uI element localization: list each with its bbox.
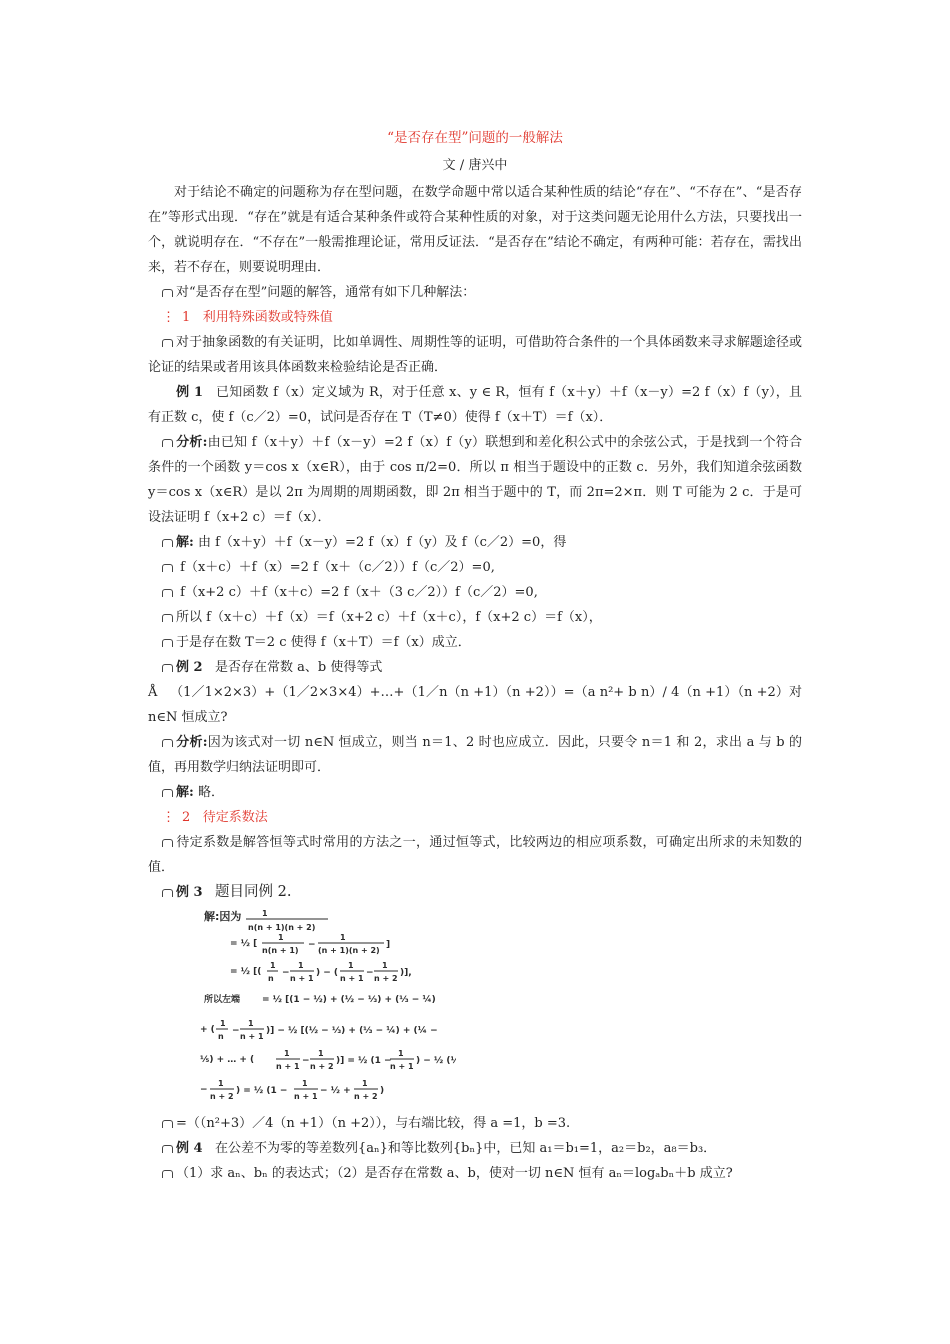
svg-text:1: 1	[302, 1079, 308, 1088]
svg-text:1: 1	[248, 1019, 254, 1028]
example1-step: 所以 f（x＋c）＋f（x）＝f（x+2 c）＋f（x＋c），f（x+2 c）＝f（x），	[148, 605, 802, 630]
example1-analysis: 分析:由已知 f（x＋y）＋f（x－y）=2 f（x）f（y）联想到和差化积公式中的余弦公式，于是找到一个符合条件的一个函数 y＝cos x（x∈R），由于 cos π/2=0．所以 π 相当于题设中的正数 c．另外，我们知道余弦函数 y＝cos x（x∈R）是以 2π 为周期的周期函数，即 2π 相当于题中的 T，而 2π=2×π．则 T 可能为 2 c．于是可设法证明 f（x+2 c）＝f（x）．	[148, 435, 802, 525]
svg-text:1: 1	[340, 933, 346, 942]
paragraph-mark-icon	[161, 561, 174, 572]
svg-text:n + 2: n + 2	[354, 1092, 378, 1101]
svg-text:1: 1	[362, 1079, 368, 1088]
svg-text:n + 1: n + 1	[390, 1062, 414, 1071]
derivation-formula-image	[200, 906, 456, 1102]
svg-text:1: 1	[262, 909, 268, 918]
svg-text:n + 1: n + 1	[294, 1092, 318, 1101]
example3-result: =（（n²+3）／4（n +1）（n +2）），与右端比较，得 a =1，b =3.	[148, 1111, 802, 1136]
svg-text:n + 2: n + 2	[310, 1062, 334, 1071]
svg-text:⅕) + … + (: ⅕) + … + (	[200, 1055, 255, 1065]
svg-text:n + 1: n + 1	[240, 1032, 264, 1041]
paragraph-mark-icon	[161, 886, 174, 897]
svg-text:1: 1	[284, 1049, 290, 1058]
svg-text:n + 1: n + 1	[290, 974, 314, 983]
example2-statement: 例 2 是否存在常数 a、b 使得等式	[148, 655, 802, 680]
example1-step: 于是存在数 T＝2 c 使得 f（x＋T）＝f（x）成立．	[148, 630, 802, 655]
svg-text:]: ]	[386, 940, 391, 950]
svg-text:−: −	[366, 968, 374, 978]
example1-step: f（x+2 c）＋f（x＋c）=2 f（x＋（3 c／2））f（c／2）=0,	[148, 580, 802, 605]
example4-statement: 例 4 在公差不为零的等差数列{aₙ}和等比数列{bₙ}中，已知 a₁＝b₁=1，a₂＝b₂，a₈＝b₃．	[148, 1136, 802, 1161]
paragraph-mark-icon	[161, 536, 174, 547]
svg-text:n + 2: n + 2	[374, 974, 398, 983]
paragraph-mark-icon	[161, 661, 174, 672]
derivation-formula-svg	[200, 906, 456, 1102]
section-heading-2: ⋮ 2 待定系数法	[162, 810, 268, 825]
svg-text:(n + 1)(n + 2): (n + 1)(n + 2)	[318, 946, 380, 955]
lead-paragraph: 对“是否存在型”问题的解答，通常有如下几种解法：	[148, 280, 802, 305]
svg-text:) − (: ) − (	[316, 968, 339, 978]
example1-statement: 例 1 已知函数 f（x）定义域为 R，对于任意 x、y ∈ R，恒有 f（x＋y）＋f（x－y）=2 f（x）f（y），且有正数 c，使 f（c／2）=0，试问是否存在 T（T≠0）使得 f（x＋T）＝f（x）．	[148, 385, 802, 425]
svg-text:1: 1	[348, 961, 354, 970]
dots-icon: ⋮	[162, 810, 176, 825]
svg-text:)] − ½ [(½ − ⅓) + (⅓ − ¼) + (¼: )] − ½ [(½ − ⅓) + (⅓ − ¼) + (¼ −	[266, 1026, 438, 1036]
paragraph-mark-icon	[161, 436, 174, 447]
svg-text:−: −	[282, 968, 290, 978]
svg-text:)] = ½ (1 −: )] = ½ (1 −	[336, 1056, 392, 1066]
svg-text:1: 1	[398, 1049, 404, 1058]
svg-text:1: 1	[218, 1079, 224, 1088]
section2-paragraph: 待定系数是解答恒等式时常用的方法之一，通过恒等式，比较两边的相应项系数，可确定出所求的未知数的值．	[148, 835, 802, 875]
formula-solution-label: 解:因为	[204, 910, 242, 923]
svg-text:1: 1	[220, 1019, 226, 1028]
paragraph-mark-icon	[161, 836, 174, 847]
example3-statement: 例 3 题目同例 2.	[148, 880, 802, 905]
svg-text:− ½ +: − ½ +	[320, 1086, 351, 1096]
svg-text:)],: )],	[400, 968, 412, 978]
author-line: 文 / 唐兴中	[442, 158, 508, 173]
svg-text:1: 1	[382, 961, 388, 970]
svg-text:+ (: + (	[200, 1025, 215, 1035]
paragraph-mark-icon	[161, 611, 174, 622]
svg-text:= ½ [(1 − ½) + (½ − ⅓) + (⅓ −: = ½ [(1 − ½) + (½ − ⅓) + (⅓ − ¼)	[262, 995, 436, 1005]
svg-text:−: −	[200, 1085, 208, 1095]
svg-text:= ½ [(: = ½ [(	[230, 967, 262, 977]
example2-formula: Å （1／1×2×3）+（1／2×3×4）+…+（1／n（n +1）（n +2））=（a n²+ b n）/ 4（n +1）（n +2）对 n∈N 恒成立?	[148, 685, 802, 725]
svg-text:n + 1: n + 1	[276, 1062, 300, 1071]
example4-question: （1）求 aₙ、bₙ 的表达式；（2）是否存在常数 a、b，使对一切 n∈N 恒有 aₙ＝logₐbₙ＋b 成立?	[148, 1161, 802, 1186]
example2-analysis: 分析:因为该式对一切 n∈N 恒成立，则当 n＝1、2 时也应成立．因此，只要令 n＝1 和 2，求出 a 与 b 的值，再用数学归纳法证明即可．	[148, 735, 802, 775]
paragraph-mark-icon	[161, 786, 174, 797]
svg-text:1: 1	[270, 961, 276, 970]
svg-text:−: −	[232, 1026, 240, 1036]
example1-solution: 解: 由 f（x＋y）＋f（x－y）=2 f（x）f（y）及 f（c／2）=0，得	[148, 530, 802, 555]
section1-paragraph: 对于抽象函数的有关证明，比如单调性、周期性等的证明，可借助符合条件的一个具体函数来寻求解题途径或论证的结果或者用该具体函数来检验结论是否正确．	[148, 335, 802, 375]
paragraph-mark-icon	[161, 286, 174, 297]
svg-text:n: n	[218, 1032, 224, 1041]
svg-text:) − ½ (½: ) − ½ (½	[416, 1056, 456, 1066]
svg-text:n + 1: n + 1	[340, 974, 364, 983]
document-title: “是否存在型”问题的一般解法	[387, 130, 563, 146]
paragraph-mark-icon	[161, 636, 174, 647]
svg-text:) = ½ (1 −: ) = ½ (1 −	[236, 1086, 288, 1096]
paragraph-mark-icon	[161, 1117, 174, 1128]
svg-text:= ½ [: = ½ [	[230, 939, 258, 949]
example2-solution: 解: 略．	[148, 780, 802, 805]
paragraph-mark-icon	[161, 736, 174, 747]
paragraph-mark-icon	[161, 336, 174, 347]
example1-step: f（x＋c）＋f（x）=2 f（x＋（c／2））f（c／2）=0,	[148, 555, 802, 580]
paragraph-mark-icon	[161, 1167, 174, 1178]
svg-text:n: n	[268, 974, 274, 983]
svg-text:): )	[380, 1086, 385, 1096]
dots-icon: ⋮	[162, 310, 176, 325]
formula-left-side-label: 所以左端	[204, 995, 241, 1005]
svg-text:n(n + 1)(n + 2): n(n + 1)(n + 2)	[248, 923, 316, 932]
paragraph-mark-icon	[161, 1142, 174, 1153]
svg-text:−: −	[302, 1056, 310, 1066]
section-heading-1: ⋮ 1 利用特殊函数或特殊值	[162, 310, 333, 325]
svg-text:1: 1	[318, 1049, 324, 1058]
svg-text:1: 1	[278, 933, 284, 942]
svg-text:−: −	[308, 940, 316, 950]
svg-text:1: 1	[298, 961, 304, 970]
intro-paragraph: 对于结论不确定的问题称为存在型问题，在数学命题中常以适合某种性质的结论“存在”、“不存在”、“是否存在”等形式出现．“存在”就是有适合某种条件或符合某种性质的对象，对于这类问题无论用什么方法，只要找出一个，就说明存在．“不存在”一般需推理论证，常用反证法．“是否存在”结论不确定，有两种可能：若存在，需找出来，若不存在，则要说明理由．	[148, 185, 802, 275]
svg-text:n + 2: n + 2	[210, 1092, 234, 1101]
paragraph-mark-icon	[161, 586, 174, 597]
svg-text:n(n + 1): n(n + 1)	[262, 946, 299, 955]
